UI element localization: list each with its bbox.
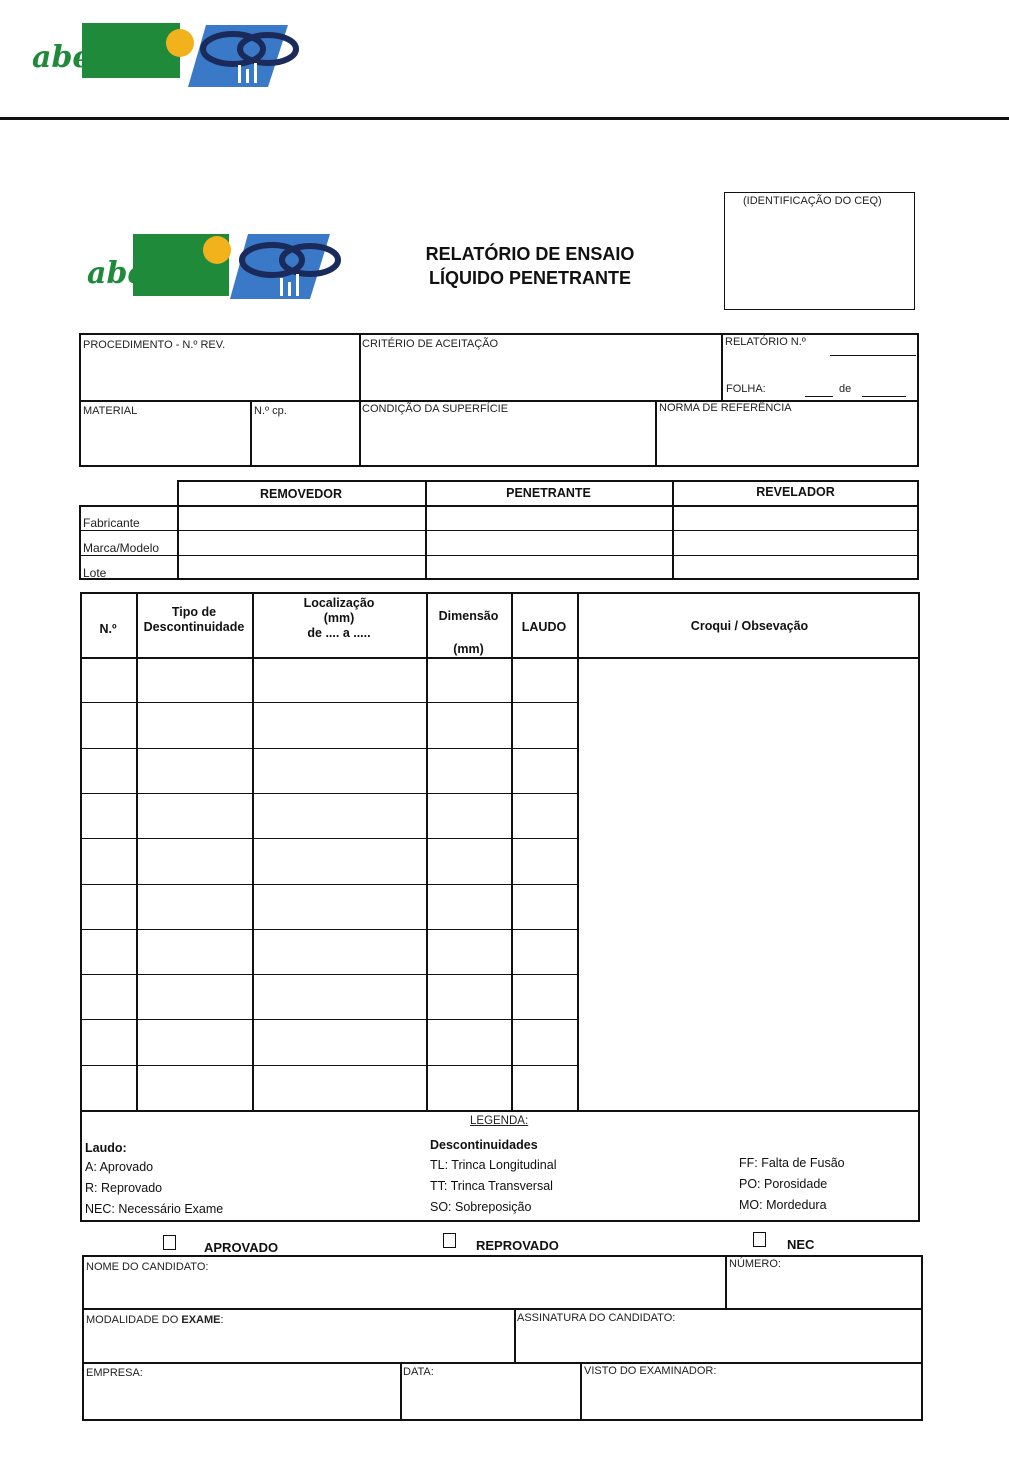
col-revelador: REVELADOR bbox=[756, 485, 835, 499]
norma-label: NORMA DE REFERÊNCIA bbox=[659, 402, 792, 414]
modalidade-label: MODALIDADE DO EXAME: bbox=[86, 1314, 224, 1326]
col-dimensao-1: Dimensão bbox=[438, 609, 499, 623]
row-fabricante: Fabricante bbox=[83, 516, 140, 530]
discontinuities-table bbox=[80, 592, 920, 1222]
laudo-a: A: Aprovado bbox=[85, 1160, 154, 1174]
material-label: MATERIAL bbox=[83, 405, 138, 417]
candidate-block bbox=[82, 1255, 923, 1421]
legend-title: LEGENDA: bbox=[470, 1115, 529, 1127]
table-row-line bbox=[80, 748, 578, 749]
condicao-label: CONDIÇÃO DA SUPERFÍCIE bbox=[362, 403, 509, 415]
relatorio-label: RELATÓRIO N.º bbox=[725, 336, 806, 348]
aprovado-checkbox[interactable] bbox=[163, 1235, 176, 1250]
table-row-line bbox=[80, 929, 578, 930]
desc-so: SO: Sobreposição bbox=[430, 1200, 532, 1214]
products-table bbox=[79, 505, 919, 580]
row-marca: Marca/Modelo bbox=[83, 541, 160, 555]
table-row-line bbox=[80, 974, 578, 975]
table-row-line bbox=[80, 1019, 578, 1020]
row-lote: Lote bbox=[83, 566, 107, 580]
aprovado-label: APROVADO bbox=[204, 1240, 279, 1255]
desc-tt: TT: Trinca Transversal bbox=[430, 1179, 553, 1193]
col-dimensao-2: (mm) bbox=[453, 642, 484, 656]
form-logo-qc bbox=[230, 234, 345, 299]
title-line-1: RELATÓRIO DE ENSAIO bbox=[425, 244, 635, 264]
col-penetrante: PENETRANTE bbox=[506, 486, 591, 500]
col-n: N.º bbox=[99, 622, 117, 636]
title-line-2: LÍQUIDO PENETRANTE bbox=[428, 268, 631, 288]
top-logo-abendi: abendi bbox=[30, 20, 170, 90]
table-row-line bbox=[80, 1065, 578, 1066]
table-row-line bbox=[80, 793, 578, 794]
form-logo-abendi: abendi bbox=[85, 232, 230, 302]
nome-label: NOME DO CANDIDATO: bbox=[86, 1261, 209, 1273]
nec-label: NEC bbox=[787, 1237, 815, 1252]
reprovado-checkbox[interactable] bbox=[443, 1233, 456, 1248]
other-mo: MO: Mordedura bbox=[739, 1198, 827, 1212]
other-ff: FF: Falta de Fusão bbox=[739, 1156, 845, 1170]
table-row-line bbox=[80, 884, 578, 885]
empresa-label: EMPRESA: bbox=[86, 1367, 143, 1379]
table-row-line bbox=[80, 702, 578, 703]
laudo-title: Laudo: bbox=[85, 1141, 127, 1155]
ceq-id-box: (IDENTIFICAÇÃO DO CEQ) bbox=[724, 192, 915, 310]
form-title bbox=[380, 242, 680, 290]
folha-de: de bbox=[839, 383, 852, 395]
col-localizacao: Localização (mm) de .... a ..... bbox=[303, 596, 375, 640]
folha-label: FOLHA: bbox=[726, 383, 766, 395]
col-removedor: REMOVEDOR bbox=[260, 487, 342, 501]
numero-label: NÚMERO: bbox=[729, 1258, 781, 1270]
col-croqui: Croqui / Obsevação bbox=[690, 619, 809, 633]
header-rule bbox=[0, 117, 1009, 120]
data-label: DATA: bbox=[403, 1366, 434, 1378]
col-tipo: Tipo de Descontinuidade bbox=[143, 605, 245, 634]
ncp-label: N.º cp. bbox=[254, 405, 287, 417]
assinatura-label: ASSINATURA DO CANDIDATO: bbox=[517, 1312, 676, 1324]
laudo-r: R: Reprovado bbox=[85, 1181, 163, 1195]
laudo-nec: NEC: Necessário Exame bbox=[85, 1202, 224, 1216]
table-row-line bbox=[80, 838, 578, 839]
other-po: PO: Porosidade bbox=[739, 1177, 828, 1191]
procedimento-label: PROCEDIMENTO - N.º REV. bbox=[83, 339, 226, 351]
desc-title: Descontinuidades bbox=[430, 1138, 538, 1152]
nec-checkbox[interactable] bbox=[753, 1232, 766, 1247]
col-laudo: LAUDO bbox=[521, 620, 567, 634]
criterio-label: CRITÉRIO DE ACEITAÇÃO bbox=[362, 338, 499, 350]
reprovado-label: REPROVADO bbox=[476, 1238, 559, 1253]
top-logo-qc bbox=[188, 25, 303, 87]
visto-label: VISTO DO EXAMINADOR: bbox=[584, 1365, 717, 1377]
desc-tl: TL: Trinca Longitudinal bbox=[430, 1158, 557, 1172]
